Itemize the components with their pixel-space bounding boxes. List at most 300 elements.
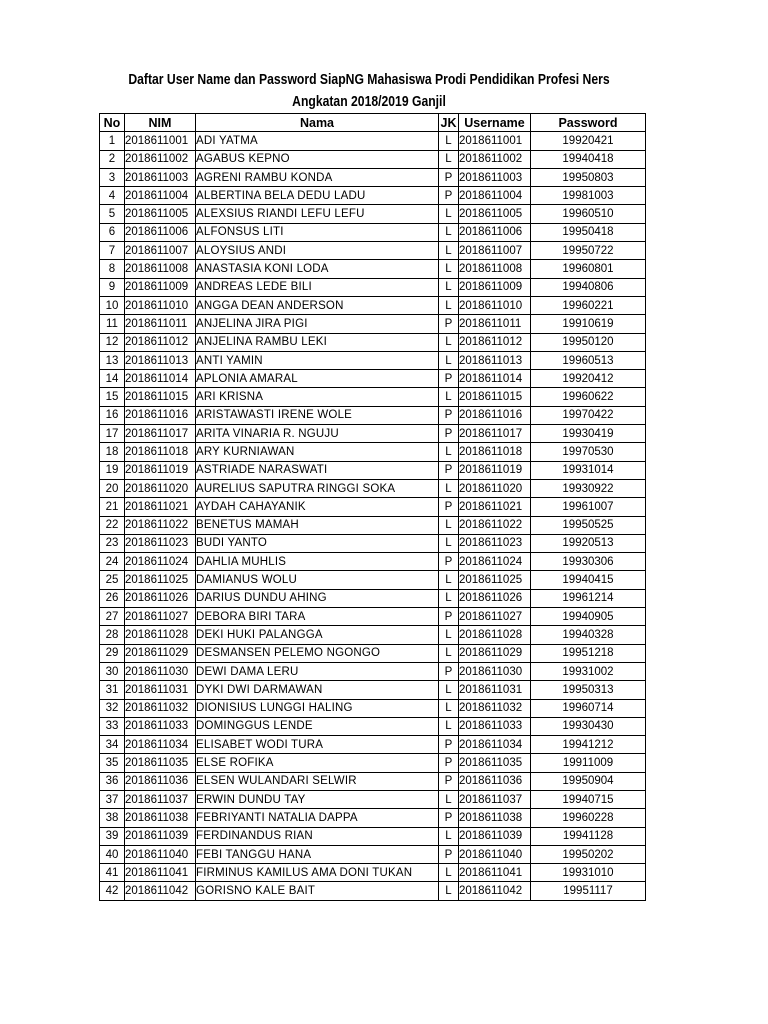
cell-no: 32 — [100, 699, 125, 717]
table-row — [100, 351, 646, 369]
cell-password: 19970530 — [531, 443, 646, 461]
table-row — [100, 333, 646, 351]
cell-password: 19940418 — [531, 150, 646, 168]
cell-username: 2018611029 — [459, 644, 531, 662]
cell-nim: 2018611004 — [125, 187, 196, 205]
cell-nim: 2018611011 — [125, 315, 196, 333]
document-title: Daftar User Name dan Password SiapNG Mahasiswa Prodi Pendidikan Profesi Ners — [128, 72, 610, 88]
cell-nama: GORISNO KALE BAIT — [196, 882, 439, 900]
cell-jk: L — [439, 882, 459, 900]
cell-no: 5 — [100, 205, 125, 223]
cell-nim: 2018611035 — [125, 754, 196, 772]
cell-no: 18 — [100, 443, 125, 461]
cell-password: 19960221 — [531, 296, 646, 314]
cell-jk: P — [439, 187, 459, 205]
cell-password: 19910619 — [531, 315, 646, 333]
column-header-no: No — [100, 114, 125, 132]
cell-no: 37 — [100, 790, 125, 808]
cell-no: 16 — [100, 406, 125, 424]
cell-nama: ELSE ROFIKA — [196, 754, 439, 772]
cell-jk: P — [439, 315, 459, 333]
cell-no: 33 — [100, 717, 125, 735]
cell-nim: 2018611037 — [125, 790, 196, 808]
cell-password: 19960622 — [531, 388, 646, 406]
cell-nama: APLONIA AMARAL — [196, 370, 439, 388]
cell-username: 2018611028 — [459, 626, 531, 644]
cell-nim: 2018611025 — [125, 571, 196, 589]
cell-password: 19950120 — [531, 333, 646, 351]
cell-password: 19940905 — [531, 608, 646, 626]
cell-password: 19950525 — [531, 516, 646, 534]
cell-username: 2018611012 — [459, 333, 531, 351]
cell-nim: 2018611010 — [125, 296, 196, 314]
table-header-row — [100, 114, 646, 132]
table-row — [100, 242, 646, 260]
cell-nim: 2018611009 — [125, 278, 196, 296]
cell-no: 25 — [100, 571, 125, 589]
cell-nama: ANJELINA JIRA PIGI — [196, 315, 439, 333]
cell-jk: P — [439, 736, 459, 754]
cell-username: 2018611011 — [459, 315, 531, 333]
cell-jk: L — [439, 644, 459, 662]
cell-username: 2018611001 — [459, 132, 531, 150]
cell-password: 19950803 — [531, 168, 646, 186]
cell-nim: 2018611023 — [125, 534, 196, 552]
cell-nim: 2018611015 — [125, 388, 196, 406]
cell-jk: L — [439, 534, 459, 552]
cell-jk: P — [439, 168, 459, 186]
cell-no: 39 — [100, 827, 125, 845]
cell-username: 2018611022 — [459, 516, 531, 534]
cell-password: 19940806 — [531, 278, 646, 296]
cell-nama: ALEXSIUS RIANDI LEFU LEFU — [196, 205, 439, 223]
cell-no: 41 — [100, 864, 125, 882]
cell-nama: DEBORA BIRI TARA — [196, 608, 439, 626]
cell-no: 31 — [100, 681, 125, 699]
cell-nim: 2018611016 — [125, 406, 196, 424]
cell-jk: L — [439, 223, 459, 241]
cell-nim: 2018611001 — [125, 132, 196, 150]
cell-nim: 2018611013 — [125, 351, 196, 369]
cell-username: 2018611024 — [459, 553, 531, 571]
cell-username: 2018611034 — [459, 736, 531, 754]
table-row — [100, 296, 646, 314]
cell-nama: FERDINANDUS RIAN — [196, 827, 439, 845]
cell-nim: 2018611034 — [125, 736, 196, 754]
table-body — [100, 132, 646, 900]
cell-jk: L — [439, 571, 459, 589]
cell-username: 2018611033 — [459, 717, 531, 735]
cell-nim: 2018611008 — [125, 260, 196, 278]
cell-nim: 2018611033 — [125, 717, 196, 735]
cell-nim: 2018611019 — [125, 461, 196, 479]
cell-username: 2018611035 — [459, 754, 531, 772]
cell-nama: AURELIUS SAPUTRA RINGGI SOKA — [196, 479, 439, 497]
table-row — [100, 443, 646, 461]
cell-nim: 2018611039 — [125, 827, 196, 845]
cell-jk: L — [439, 589, 459, 607]
cell-no: 6 — [100, 223, 125, 241]
cell-password: 19940715 — [531, 790, 646, 808]
cell-password: 19950202 — [531, 845, 646, 863]
table-row — [100, 589, 646, 607]
cell-nim: 2018611018 — [125, 443, 196, 461]
cell-nama: FEBI TANGGU HANA — [196, 845, 439, 863]
cell-jk: L — [439, 699, 459, 717]
cell-username: 2018611008 — [459, 260, 531, 278]
table-row — [100, 644, 646, 662]
cell-jk: L — [439, 388, 459, 406]
cell-jk: L — [439, 516, 459, 534]
cell-password: 19970422 — [531, 406, 646, 424]
cell-nim: 2018611006 — [125, 223, 196, 241]
cell-username: 2018611025 — [459, 571, 531, 589]
cell-username: 2018611023 — [459, 534, 531, 552]
cell-no: 27 — [100, 608, 125, 626]
cell-nama: DARIUS DUNDU AHING — [196, 589, 439, 607]
cell-jk: L — [439, 790, 459, 808]
cell-jk: L — [439, 278, 459, 296]
table-row — [100, 754, 646, 772]
cell-jk: L — [439, 242, 459, 260]
cell-nama: AGABUS KEPNO — [196, 150, 439, 168]
cell-nim: 2018611027 — [125, 608, 196, 626]
column-header-nama: Nama — [196, 114, 439, 132]
cell-nim: 2018611020 — [125, 479, 196, 497]
cell-nim: 2018611003 — [125, 168, 196, 186]
cell-jk: L — [439, 150, 459, 168]
cell-username: 2018611038 — [459, 809, 531, 827]
cell-no: 15 — [100, 388, 125, 406]
table-row — [100, 736, 646, 754]
cell-no: 20 — [100, 479, 125, 497]
cell-nim: 2018611036 — [125, 772, 196, 790]
cell-no: 21 — [100, 498, 125, 516]
cell-jk: P — [439, 754, 459, 772]
table-row — [100, 150, 646, 168]
cell-password: 19940328 — [531, 626, 646, 644]
cell-no: 2 — [100, 150, 125, 168]
cell-username: 2018611007 — [459, 242, 531, 260]
cell-nama: DEKI HUKI PALANGGA — [196, 626, 439, 644]
table-row — [100, 790, 646, 808]
table-row — [100, 260, 646, 278]
cell-nama: DOMINGGUS LENDE — [196, 717, 439, 735]
cell-jk: P — [439, 809, 459, 827]
cell-nama: DEWI DAMA LERU — [196, 662, 439, 680]
cell-password: 19930306 — [531, 553, 646, 571]
cell-username: 2018611020 — [459, 479, 531, 497]
cell-no: 34 — [100, 736, 125, 754]
cell-no: 28 — [100, 626, 125, 644]
cell-nama: ANDREAS LEDE BILI — [196, 278, 439, 296]
cell-nama: DAHLIA MUHLIS — [196, 553, 439, 571]
cell-username: 2018611032 — [459, 699, 531, 717]
cell-jk: L — [439, 827, 459, 845]
cell-nama: ELISABET WODI TURA — [196, 736, 439, 754]
cell-password: 19930922 — [531, 479, 646, 497]
cell-password: 19940415 — [531, 571, 646, 589]
cell-nim: 2018611012 — [125, 333, 196, 351]
cell-no: 10 — [100, 296, 125, 314]
cell-username: 2018611018 — [459, 443, 531, 461]
cell-password: 19950904 — [531, 772, 646, 790]
cell-nama: ARY KURNIAWAN — [196, 443, 439, 461]
cell-password: 19960513 — [531, 351, 646, 369]
column-header-password: Password — [531, 114, 646, 132]
cell-jk: L — [439, 443, 459, 461]
table-row — [100, 608, 646, 626]
cell-nama: FIRMINUS KAMILUS AMA DONI TUKAN — [196, 864, 439, 882]
cell-username: 2018611037 — [459, 790, 531, 808]
cell-nama: DYKI DWI DARMAWAN — [196, 681, 439, 699]
cell-nama: ARI KRISNA — [196, 388, 439, 406]
cell-jk: L — [439, 205, 459, 223]
cell-password: 19961214 — [531, 589, 646, 607]
cell-no: 12 — [100, 333, 125, 351]
credentials-table — [99, 113, 646, 901]
cell-nim: 2018611002 — [125, 150, 196, 168]
cell-username: 2018611026 — [459, 589, 531, 607]
table-row — [100, 681, 646, 699]
cell-jk: L — [439, 864, 459, 882]
cell-nama: ALOYSIUS ANDI — [196, 242, 439, 260]
table-row — [100, 205, 646, 223]
cell-password: 19960801 — [531, 260, 646, 278]
cell-no: 14 — [100, 370, 125, 388]
cell-password: 19981003 — [531, 187, 646, 205]
cell-nama: DESMANSEN PELEMO NGONGO — [196, 644, 439, 662]
cell-jk: P — [439, 498, 459, 516]
cell-nama: AYDAH CAHAYANIK — [196, 498, 439, 516]
cell-username: 2018611040 — [459, 845, 531, 863]
cell-password: 19931010 — [531, 864, 646, 882]
table-row — [100, 809, 646, 827]
cell-username: 2018611003 — [459, 168, 531, 186]
cell-password: 19950313 — [531, 681, 646, 699]
cell-username: 2018611002 — [459, 150, 531, 168]
cell-nama: DIONISIUS LUNGGI HALING — [196, 699, 439, 717]
cell-jk: P — [439, 662, 459, 680]
cell-username: 2018611041 — [459, 864, 531, 882]
cell-jk: L — [439, 717, 459, 735]
cell-nim: 2018611042 — [125, 882, 196, 900]
cell-password: 19960228 — [531, 809, 646, 827]
cell-username: 2018611004 — [459, 187, 531, 205]
cell-jk: L — [439, 296, 459, 314]
cell-nim: 2018611028 — [125, 626, 196, 644]
cell-password: 19951218 — [531, 644, 646, 662]
cell-password: 19931014 — [531, 461, 646, 479]
table-row — [100, 406, 646, 424]
cell-no: 4 — [100, 187, 125, 205]
cell-password: 19911009 — [531, 754, 646, 772]
cell-nim: 2018611032 — [125, 699, 196, 717]
table-row — [100, 187, 646, 205]
cell-nim: 2018611038 — [125, 809, 196, 827]
cell-nama: ARITA VINARIA R. NGUJU — [196, 425, 439, 443]
cell-no: 35 — [100, 754, 125, 772]
table-row — [100, 772, 646, 790]
cell-username: 2018611030 — [459, 662, 531, 680]
cell-nim: 2018611017 — [125, 425, 196, 443]
cell-jk: L — [439, 132, 459, 150]
cell-nama: ANJELINA RAMBU LEKI — [196, 333, 439, 351]
cell-password: 19961007 — [531, 498, 646, 516]
table-row — [100, 845, 646, 863]
cell-nama: BENETUS MAMAH — [196, 516, 439, 534]
cell-no: 30 — [100, 662, 125, 680]
cell-no: 38 — [100, 809, 125, 827]
cell-no: 3 — [100, 168, 125, 186]
cell-nama: ELSEN WULANDARI SELWIR — [196, 772, 439, 790]
cell-nim: 2018611005 — [125, 205, 196, 223]
cell-no: 40 — [100, 845, 125, 863]
table-row — [100, 278, 646, 296]
document-subtitle: Angkatan 2018/2019 Ganjil — [292, 94, 446, 110]
cell-jk: P — [439, 553, 459, 571]
cell-no: 17 — [100, 425, 125, 443]
cell-username: 2018611010 — [459, 296, 531, 314]
cell-jk: P — [439, 370, 459, 388]
cell-password: 19960714 — [531, 699, 646, 717]
cell-nama: ARISTAWASTI IRENE WOLE — [196, 406, 439, 424]
cell-nama: ANGGA DEAN ANDERSON — [196, 296, 439, 314]
cell-password: 19950722 — [531, 242, 646, 260]
cell-password: 19950418 — [531, 223, 646, 241]
cell-nama: ERWIN DUNDU TAY — [196, 790, 439, 808]
table-row — [100, 662, 646, 680]
cell-nim: 2018611040 — [125, 845, 196, 863]
table-row — [100, 132, 646, 150]
cell-password: 19920412 — [531, 370, 646, 388]
column-header-nim: NIM — [125, 114, 196, 132]
table-row — [100, 626, 646, 644]
table-row — [100, 882, 646, 900]
column-header-username: Username — [459, 114, 531, 132]
cell-nama: ALFONSUS LITI — [196, 223, 439, 241]
cell-username: 2018611013 — [459, 351, 531, 369]
cell-nama: ANASTASIA KONI LODA — [196, 260, 439, 278]
cell-jk: P — [439, 425, 459, 443]
cell-nama: ANTI YAMIN — [196, 351, 439, 369]
cell-password: 19941128 — [531, 827, 646, 845]
cell-no: 13 — [100, 351, 125, 369]
cell-nim: 2018611026 — [125, 589, 196, 607]
cell-no: 9 — [100, 278, 125, 296]
cell-jk: L — [439, 333, 459, 351]
cell-nama: ASTRIADE NARASWATI — [196, 461, 439, 479]
cell-password: 19920513 — [531, 534, 646, 552]
cell-no: 19 — [100, 461, 125, 479]
cell-nama: DAMIANUS WOLU — [196, 571, 439, 589]
cell-username: 2018611036 — [459, 772, 531, 790]
table-row — [100, 516, 646, 534]
cell-password: 19931002 — [531, 662, 646, 680]
cell-password: 19960510 — [531, 205, 646, 223]
cell-no: 1 — [100, 132, 125, 150]
cell-username: 2018611016 — [459, 406, 531, 424]
cell-password: 19920421 — [531, 132, 646, 150]
cell-no: 42 — [100, 882, 125, 900]
cell-username: 2018611005 — [459, 205, 531, 223]
cell-nama: FEBRIYANTI NATALIA DAPPA — [196, 809, 439, 827]
cell-no: 23 — [100, 534, 125, 552]
cell-nim: 2018611021 — [125, 498, 196, 516]
cell-username: 2018611009 — [459, 278, 531, 296]
cell-password: 19951117 — [531, 882, 646, 900]
cell-username: 2018611006 — [459, 223, 531, 241]
cell-no: 26 — [100, 589, 125, 607]
cell-username: 2018611027 — [459, 608, 531, 626]
table-row — [100, 388, 646, 406]
cell-nama: ADI YATMA — [196, 132, 439, 150]
cell-username: 2018611039 — [459, 827, 531, 845]
cell-username: 2018611042 — [459, 882, 531, 900]
cell-nim: 2018611022 — [125, 516, 196, 534]
cell-no: 22 — [100, 516, 125, 534]
column-header-jk: JK — [439, 114, 459, 132]
cell-password: 19930419 — [531, 425, 646, 443]
table-row — [100, 168, 646, 186]
table-row — [100, 717, 646, 735]
cell-nim: 2018611030 — [125, 662, 196, 680]
cell-jk: P — [439, 608, 459, 626]
table-row — [100, 223, 646, 241]
cell-jk: P — [439, 772, 459, 790]
cell-jk: L — [439, 681, 459, 699]
cell-nama: AGRENI RAMBU KONDA — [196, 168, 439, 186]
cell-jk: L — [439, 626, 459, 644]
table-row — [100, 461, 646, 479]
cell-no: 24 — [100, 553, 125, 571]
cell-jk: P — [439, 845, 459, 863]
cell-no: 29 — [100, 644, 125, 662]
cell-nama: BUDI YANTO — [196, 534, 439, 552]
cell-no: 7 — [100, 242, 125, 260]
table-row — [100, 864, 646, 882]
cell-username: 2018611021 — [459, 498, 531, 516]
cell-nim: 2018611029 — [125, 644, 196, 662]
cell-jk: P — [439, 406, 459, 424]
table-row — [100, 571, 646, 589]
cell-nim: 2018611007 — [125, 242, 196, 260]
table-row — [100, 370, 646, 388]
cell-nim: 2018611024 — [125, 553, 196, 571]
table-row — [100, 699, 646, 717]
cell-jk: L — [439, 479, 459, 497]
cell-jk: P — [439, 461, 459, 479]
table-row — [100, 498, 646, 516]
table-row — [100, 315, 646, 333]
table-row — [100, 553, 646, 571]
table-row — [100, 425, 646, 443]
cell-nama: ALBERTINA BELA DEDU LADU — [196, 187, 439, 205]
cell-jk: L — [439, 260, 459, 278]
cell-no: 11 — [100, 315, 125, 333]
cell-nim: 2018611014 — [125, 370, 196, 388]
table-row — [100, 827, 646, 845]
cell-jk: L — [439, 351, 459, 369]
cell-username: 2018611014 — [459, 370, 531, 388]
cell-password: 19930430 — [531, 717, 646, 735]
cell-username: 2018611017 — [459, 425, 531, 443]
cell-username: 2018611019 — [459, 461, 531, 479]
cell-username: 2018611031 — [459, 681, 531, 699]
cell-no: 8 — [100, 260, 125, 278]
cell-username: 2018611015 — [459, 388, 531, 406]
cell-password: 19941212 — [531, 736, 646, 754]
